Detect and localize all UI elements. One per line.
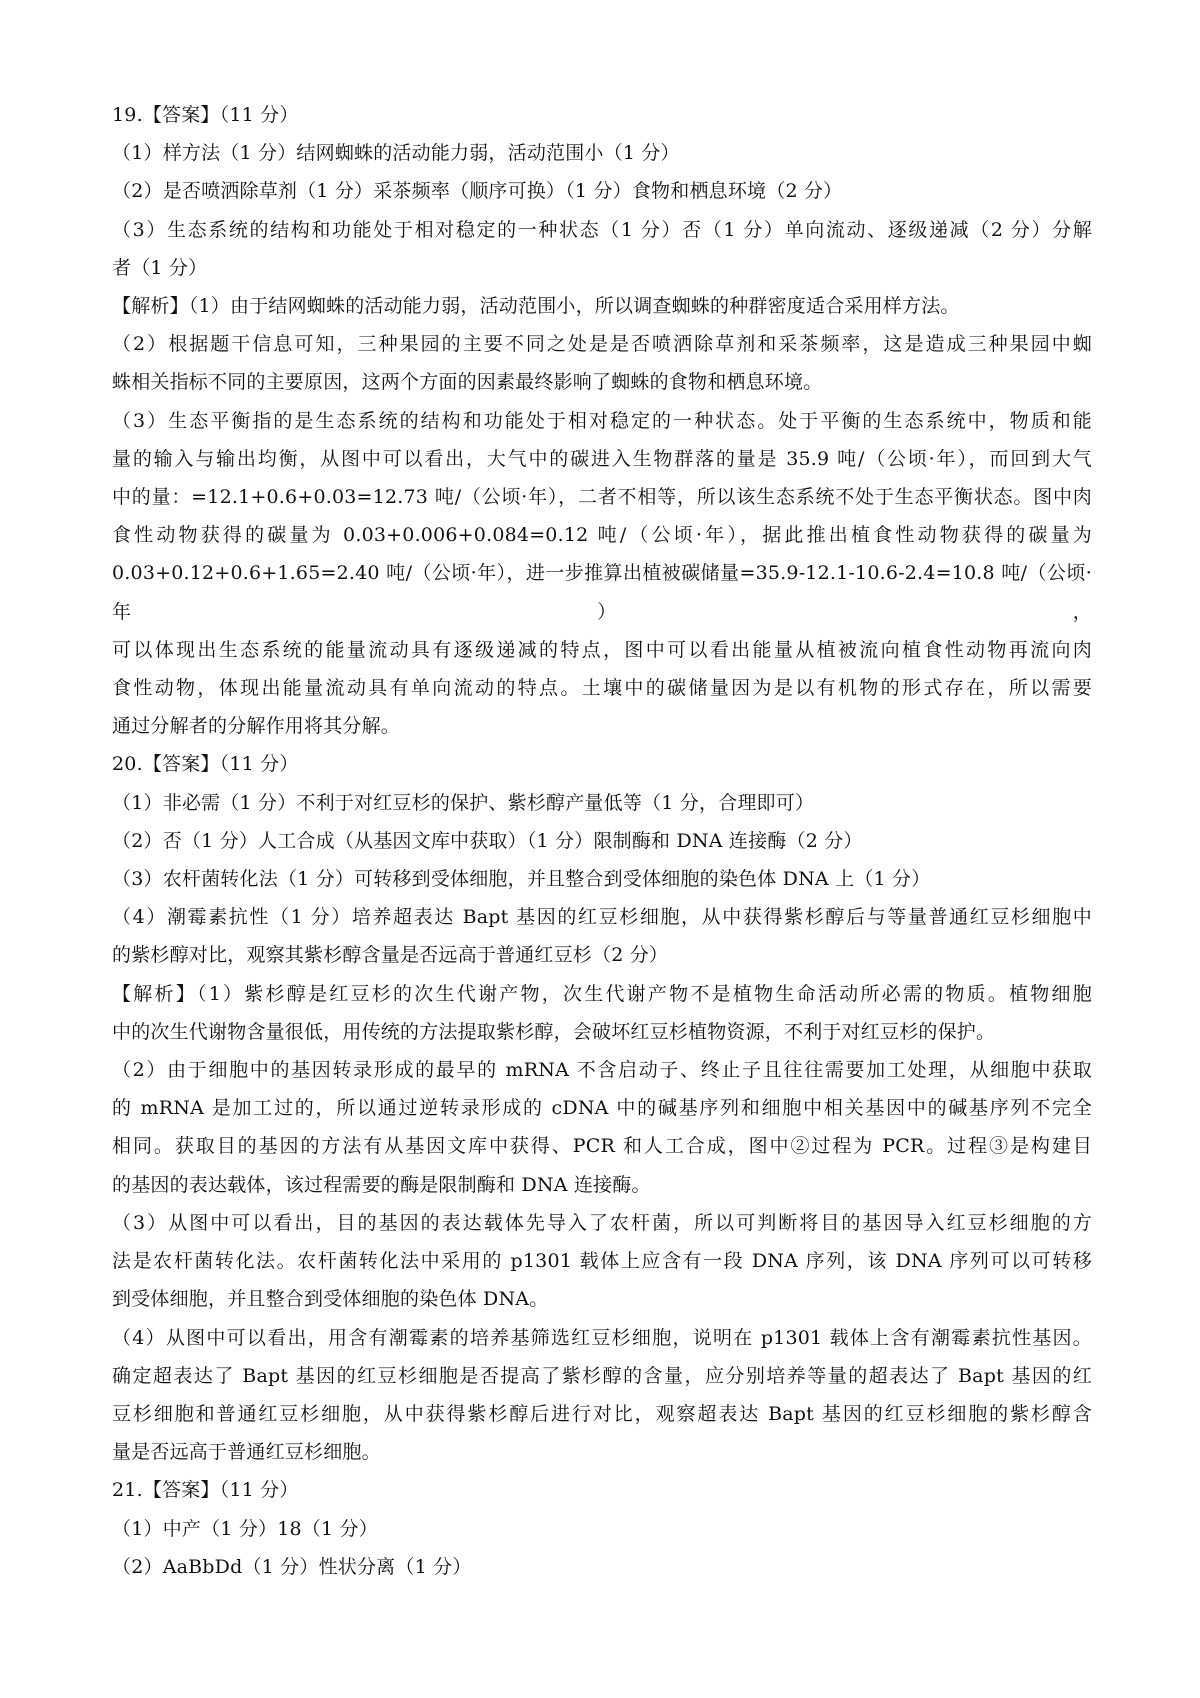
q20-section	[112, 745, 1092, 1471]
q21-answer-2: （2）AaBbDd（1 分）性状分离（1 分）	[112, 1555, 472, 1578]
q21-answer-1: （1）中产（1 分）18（1 分）	[112, 1517, 378, 1540]
q19-answer-3: （3）生态系统的结构和功能处于相对稳定的一种状态（1 分）否（1 分）单向流动、逐级递减（2 分）分解	[112, 218, 1092, 241]
q20-answer-1: （1）非必需（1 分）不利于对红豆杉的保护、紫杉醇产量低等（1 分，合理即可）	[112, 791, 815, 814]
q20-analysis-line: 【解析】（1）紫杉醇是红豆杉的次生代谢产物，次生代谢产物不是植物生命活动所必需的物质。植物细胞	[112, 982, 1092, 1005]
q19-analysis-line: 0.03+0.12+0.6+1.65=2.40 吨/（公顷·年），进一步推算出植被碳储量=35.9-12.1-10.6-2.4=10.8 吨/（公顷·年），	[112, 562, 1092, 623]
q20-analysis-line: （4）从图中可以看出，用含有潮霉素的培养基筛选红豆杉细胞，说明在 p1301 载体上含有潮霉素抗性基因。	[112, 1326, 1092, 1349]
q20-answer-3: （3）农杆菌转化法（1 分）可转移到受体细胞，并且整合到受体细胞的染色体 DNA 上（1 分）	[112, 868, 931, 891]
q20-answer-2: （2）否（1 分）人工合成（从基因文库中获取）（1 分）限制酶和 DNA 连接酶（2 分）	[112, 829, 863, 852]
q21-section	[112, 1471, 1092, 1586]
q20-analysis-line: 确定超表达了 Bapt 基因的红豆杉细胞是否提高了紫杉醇的含量，应分别培养等量的超表达了 Bapt 基因的红	[112, 1364, 1092, 1387]
q20-analysis-line: 中的次生代谢物含量很低，用传统的方法提取紫杉醇，会破坏红豆杉植物资源，不利于对红豆杉的保护。	[112, 1020, 996, 1043]
q20-analysis-line: 豆杉细胞和普通红豆杉细胞，从中获得紫杉醇后进行对比，观察超表达 Bapt 基因的红豆杉细胞的紫杉醇含	[112, 1402, 1092, 1425]
q20-analysis-line: 量是否远高于普通红豆杉细胞。	[112, 1441, 381, 1464]
q19-section	[112, 96, 1092, 745]
q19-analysis-line: （3）生态平衡指的是生态系统的结构和功能处于相对稳定的一种状态。处于平衡的生态系统中，物质和能	[112, 409, 1092, 432]
q19-analysis-line: 食性动物获得的碳量为 0.03+0.006+0.084=0.12 吨/（公顷·年），据此推出植食性动物获得的碳量为	[112, 524, 1092, 547]
q19-analysis-line: （2）根据题干信息可知，三种果园的主要不同之处是是否喷洒除草剂和采茶频率，这是造成三种果园中蜘	[112, 333, 1092, 356]
q20-answer-4-cont: 的紫杉醇对比，观察其紫杉醇含量是否远高于普通红豆杉（2 分）	[112, 944, 669, 967]
q19-answer-3-cont: 者（1 分）	[112, 256, 208, 279]
q20-analysis-line: 的基因的表达载体，该过程需要的酶是限制酶和 DNA 连接酶。	[112, 1173, 651, 1196]
q20-analysis-line: （3）从图中可以看出，目的基因的表达载体先导入了农杆菌，所以可判断将目的基因导入红豆杉细胞的方	[112, 1211, 1092, 1234]
q19-answer-1: （1）样方法（1 分）结网蜘蛛的活动能力弱，活动范围小（1 分）	[112, 142, 680, 165]
q20-analysis-line: 到受体细胞，并且整合到受体细胞的染色体 DNA。	[112, 1288, 549, 1311]
q19-answer-2: （2）是否喷洒除草剂（1 分）采茶频率（顺序可换）（1 分）食物和栖息环境（2 分）	[112, 180, 843, 203]
q19-analysis-line: 通过分解者的分解作用将其分解。	[112, 715, 401, 738]
q19-analysis-line: 可以体现出生态系统的能量流动具有逐级递减的特点，图中可以看出能量从植被流向植食性动物再流向肉	[112, 638, 1092, 661]
q20-analysis-line: （2）由于细胞中的基因转录形成的最早的 mRNA 不含启动子、终止子且往往需要加工处理，从细胞中获取	[112, 1059, 1092, 1082]
q20-analysis-line: 相同。获取目的基因的方法有从基因文库中获得、PCR 和人工合成，图中②过程为 PCR。过程③是构建目	[112, 1135, 1092, 1158]
q19-analysis-line: 蛛相关指标不同的主要原因，这两个方面的因素最终影响了蜘蛛的食物和栖息环境。	[112, 371, 823, 394]
q20-analysis-line: 法是农杆菌转化法。农杆菌转化法中采用的 p1301 载体上应含有一段 DNA 序列，该 DNA 序列可以可转移	[112, 1250, 1092, 1273]
q19-analysis-line: 量的输入与输出均衡，从图中可以看出，大气中的碳进入生物群落的量是 35.9 吨/（公顷·年），而回到大气	[112, 447, 1092, 470]
q20-answer-header: 20.【答案】（11 分）	[112, 753, 299, 776]
q19-answer-header: 19.【答案】（11 分）	[112, 104, 299, 126]
q20-analysis-line: 的 mRNA 是加工过的，所以通过逆转录形成的 cDNA 中的碱基序列和细胞中相关基因中的碱基序列不完全	[112, 1097, 1092, 1120]
q19-analysis-line: 食性动物，体现出能量流动具有单向流动的特点。土壤中的碳储量因为是以有机物的形式存在，所以需要	[112, 677, 1092, 700]
q20-answer-4: （4）潮霉素抗性（1 分）培养超表达 Bapt 基因的红豆杉细胞，从中获得紫杉醇后与等量普通红豆杉细胞中	[112, 906, 1092, 929]
q19-analysis-line: 【解析】（1）由于结网蜘蛛的活动能力弱，活动范围小，所以调查蜘蛛的种群密度适合采用样方法。	[112, 295, 960, 318]
q19-analysis-line: 中的量：=12.1+0.6+0.03=12.73 吨/（公顷·年），二者不相等，所以该生态系统不处于生态平衡状态。图中肉	[112, 486, 1092, 509]
q21-answer-header: 21.【答案】（11 分）	[112, 1479, 299, 1502]
